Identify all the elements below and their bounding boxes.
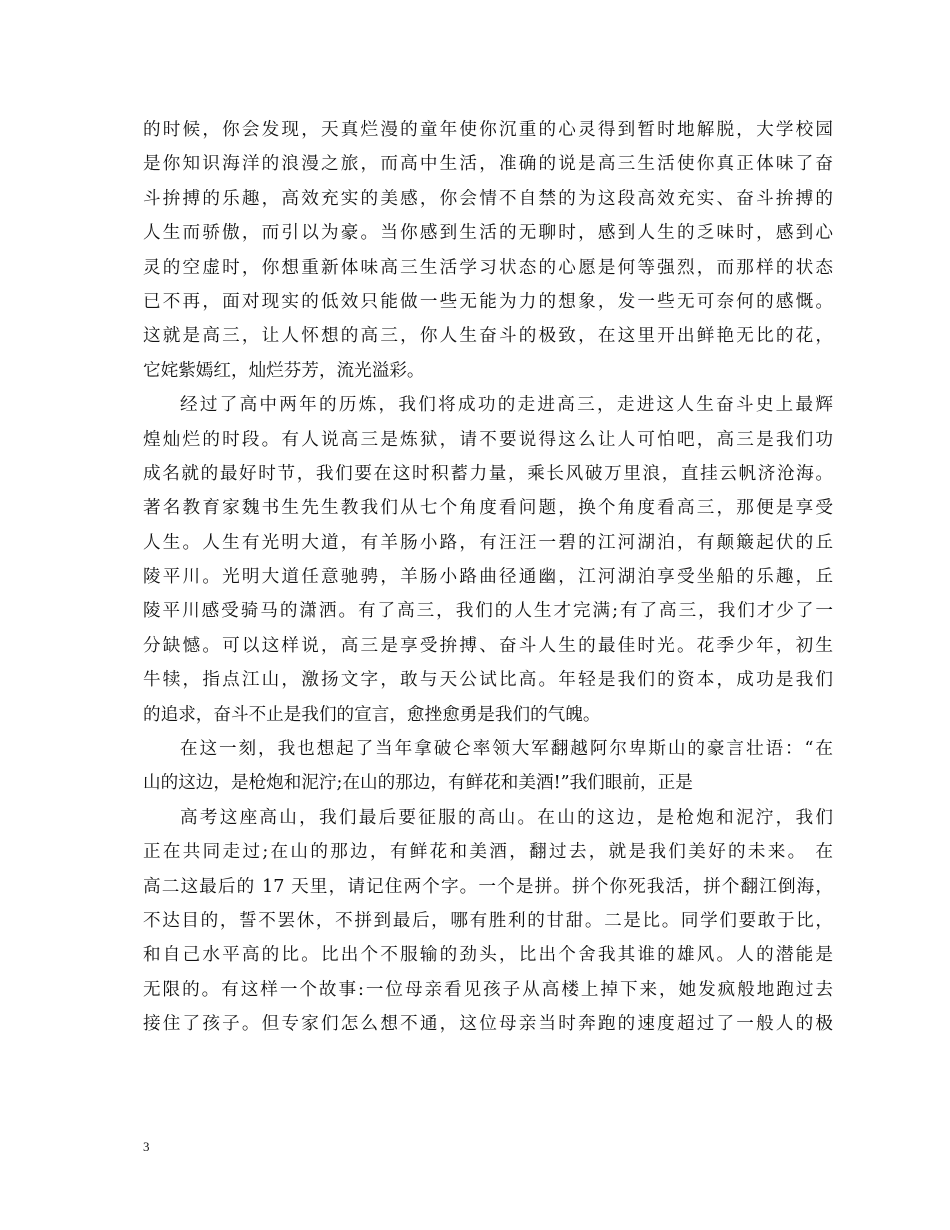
- text-line: 的追求，奋斗不止是我们的宣言，愈挫愈勇是我们的气魄。: [143, 704, 601, 725]
- document-body: [143, 113, 833, 1042]
- text-line: 成名就的最好时节，我们要在这时积蓄力量，乘长风破万里浪，直挂云帆济沧海。: [143, 463, 833, 484]
- text-line: 它姹紫嫣红，灿烂芬芳，流光溢彩。: [143, 360, 425, 381]
- text-line: 经过了高中两年的历炼，我们将成功的走进高三，走进这人生奋斗史上最辉: [180, 395, 833, 416]
- text-line: 无限的。有这样一个故事:一位母亲看见孩子从高楼上掉下来，她发疯般地跑过去: [143, 979, 833, 1000]
- text-line: 灵的空虚时，你想重新体味高三生活学习状态的心愿是何等强烈，而那样的状态: [143, 257, 833, 278]
- text-line: 著名教育家魏书生先生教我们从七个角度看问题，换个角度看高三，那便是享受: [143, 498, 833, 519]
- text-line: 牛犊，指点江山，激扬文字，敢与天公试比高。年轻是我们的资本，成功是我们: [143, 670, 833, 691]
- text-line: 接住了孩子。但专家们怎么想不通，这位母亲当时奔跑的速度超过了一般人的极: [143, 1014, 833, 1035]
- text-line: 和自己水平高的比。比出个不服输的劲头，比出个舍我其谁的雄风。人的潜能是: [143, 945, 833, 966]
- text-line: 已不再，面对现实的低效只能做一些无能为力的想象，发一些无可奈何的感慨。: [143, 291, 833, 312]
- text-line: 在这一刻，我也想起了当年拿破仑率领大军翻越阿尔卑斯山的豪言壮语：“在: [180, 739, 833, 760]
- text-line: 人生而骄傲，而引以为豪。当你感到生活的无聊时，感到人生的乏味时，感到心: [143, 223, 833, 244]
- page-number: 3: [143, 1139, 150, 1154]
- text-line: 人生。人生有光明大道，有羊肠小路，有汪汪一碧的江河湖泊，有颠簸起伏的丘: [143, 532, 833, 553]
- text-line: 山的这边，是枪炮和泥泞;在山的那边，有鲜花和美酒!”我们眼前，正是: [143, 773, 693, 794]
- text-line: 不达目的，誓不罢休，不拼到最后，哪有胜利的甘甜。二是比。同学们要敢于比，: [143, 910, 833, 931]
- text-line: 陵平川。光明大道任意驰骋，羊肠小路曲径通幽，江河湖泊享受坐船的乐趣，丘: [143, 567, 833, 588]
- text-line: 煌灿烂的时段。有人说高三是炼狱，请不要说得这么让人可怕吧，高三是我们功: [143, 429, 833, 450]
- text-line: 正在共同走过;在山的那边，有鲜花和美酒，翻过去，就是我们美好的未来。 在: [143, 842, 833, 863]
- text-line: 斗拚搏的乐趣，高效充实的美感，你会情不自禁的为这段高效充实、奋斗拚搏的: [143, 188, 833, 209]
- text-line: 这就是高三，让人怀想的高三，你人生奋斗的极致，在这里开出鲜艳无比的花，: [143, 326, 833, 347]
- text-line: 陵平川感受骑马的潇洒。有了高三，我们的人生才完满;有了高三，我们才少了一: [143, 601, 833, 622]
- text-line: 高考这座高山，我们最后要征服的高山。在山的这边，是枪炮和泥泞，我们: [180, 807, 833, 828]
- text-line: 是你知识海洋的浪漫之旅，而高中生活，准确的说是高三生活使你真正体味了奋: [143, 154, 833, 175]
- text-line: 分缺憾。可以这样说，高三是享受拚搏、奋斗人生的最佳时光。花季少年，初生: [143, 635, 833, 656]
- text-line: 的时候，你会发现，天真烂漫的童年使你沉重的心灵得到暂时地解脱，大学校园: [143, 120, 833, 140]
- text-line: 高二这最后的 17 天里，请记住两个字。一个是拼。拼个你死我活，拼个翻江倒海，: [143, 876, 833, 897]
